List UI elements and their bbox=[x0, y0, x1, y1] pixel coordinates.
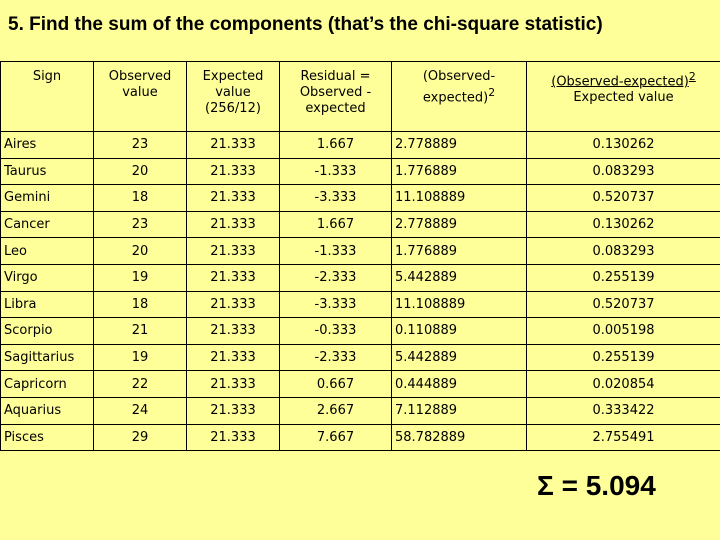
chi-square-table bbox=[0, 61, 720, 451]
cell-sign: Sagittarius bbox=[1, 344, 94, 371]
cell-sign: Gemini bbox=[1, 185, 94, 212]
cell-expected: 21.333 bbox=[187, 132, 280, 159]
cell-squared: 1.776889 bbox=[392, 238, 527, 265]
cell-expected: 21.333 bbox=[187, 238, 280, 265]
cell-squared: 58.782889 bbox=[392, 424, 527, 451]
cell-expected: 21.333 bbox=[187, 397, 280, 424]
cell-sign: Capricorn bbox=[1, 371, 94, 398]
cell-component: 0.020854 bbox=[527, 371, 720, 398]
cell-squared: 0.110889 bbox=[392, 318, 527, 345]
cell-expected: 21.333 bbox=[187, 318, 280, 345]
header-squared: (Observed-expected)$^2$ bbox=[392, 62, 527, 132]
cell-residual: 7.667 bbox=[280, 424, 392, 451]
table-row bbox=[1, 185, 720, 212]
cell-squared: 11.108889 bbox=[392, 291, 527, 318]
table-row bbox=[1, 291, 720, 318]
cell-sign: Cancer bbox=[1, 211, 94, 238]
cell-observed: 21 bbox=[94, 318, 187, 345]
cell-component: 0.520737 bbox=[527, 291, 720, 318]
cell-expected: 21.333 bbox=[187, 264, 280, 291]
cell-component: 0.083293 bbox=[527, 158, 720, 185]
cell-squared: 7.112889 bbox=[392, 397, 527, 424]
cell-squared: 0.444889 bbox=[392, 371, 527, 398]
cell-observed: 20 bbox=[94, 158, 187, 185]
cell-residual: 0.667 bbox=[280, 371, 392, 398]
cell-observed: 22 bbox=[94, 371, 187, 398]
cell-expected: 21.333 bbox=[187, 371, 280, 398]
cell-component: 0.520737 bbox=[527, 185, 720, 212]
cell-expected: 21.333 bbox=[187, 185, 280, 212]
cell-squared: 1.776889 bbox=[392, 158, 527, 185]
cell-residual: -3.333 bbox=[280, 185, 392, 212]
cell-component: 0.005198 bbox=[527, 318, 720, 345]
chi-square-sum: Σ = 5.094 bbox=[537, 470, 656, 501]
cell-expected: 21.333 bbox=[187, 424, 280, 451]
table-header-row bbox=[1, 62, 720, 132]
table-row bbox=[1, 318, 720, 345]
cell-component: 0.333422 bbox=[527, 397, 720, 424]
cell-residual: 1.667 bbox=[280, 132, 392, 159]
cell-residual: 1.667 bbox=[280, 211, 392, 238]
cell-component: 2.755491 bbox=[527, 424, 720, 451]
table-row bbox=[1, 264, 720, 291]
cell-residual: -0.333 bbox=[280, 318, 392, 345]
cell-sign: Aquarius bbox=[1, 397, 94, 424]
table-row bbox=[1, 371, 720, 398]
header-component: (Observed-expected)$^2$ Expected value bbox=[527, 62, 720, 132]
cell-squared: 5.442889 bbox=[392, 264, 527, 291]
cell-sign: Aires bbox=[1, 132, 94, 159]
cell-observed: 19 bbox=[94, 344, 187, 371]
cell-component: 0.255139 bbox=[527, 264, 720, 291]
cell-observed: 19 bbox=[94, 264, 187, 291]
cell-observed: 23 bbox=[94, 132, 187, 159]
table-row bbox=[1, 344, 720, 371]
cell-expected: 21.333 bbox=[187, 158, 280, 185]
header-sign: Sign bbox=[1, 62, 94, 132]
cell-component: 0.130262 bbox=[527, 211, 720, 238]
cell-sign: Taurus bbox=[1, 158, 94, 185]
cell-sign: Virgo bbox=[1, 264, 94, 291]
cell-observed: 23 bbox=[94, 211, 187, 238]
header-residual: Residual = Observed - expected bbox=[280, 62, 392, 132]
cell-observed: 20 bbox=[94, 238, 187, 265]
cell-sign: Libra bbox=[1, 291, 94, 318]
table-row bbox=[1, 397, 720, 424]
table-row bbox=[1, 238, 720, 265]
table-row bbox=[1, 211, 720, 238]
cell-observed: 24 bbox=[94, 397, 187, 424]
cell-component: 0.083293 bbox=[527, 238, 720, 265]
cell-observed: 18 bbox=[94, 185, 187, 212]
cell-squared: 2.778889 bbox=[392, 132, 527, 159]
cell-sign: Leo bbox=[1, 238, 94, 265]
cell-squared: 2.778889 bbox=[392, 211, 527, 238]
cell-expected: 21.333 bbox=[187, 291, 280, 318]
cell-residual: -2.333 bbox=[280, 344, 392, 371]
cell-residual: -1.333 bbox=[280, 158, 392, 185]
cell-residual: -1.333 bbox=[280, 238, 392, 265]
slide-title: 5. Find the sum of the components (that’s the chi-square statistic) bbox=[8, 14, 603, 35]
cell-expected: 21.333 bbox=[187, 211, 280, 238]
header-observed: Observed value bbox=[94, 62, 187, 132]
cell-sign: Scorpio bbox=[1, 318, 94, 345]
cell-observed: 18 bbox=[94, 291, 187, 318]
cell-observed: 29 bbox=[94, 424, 187, 451]
cell-residual: -2.333 bbox=[280, 264, 392, 291]
cell-squared: 11.108889 bbox=[392, 185, 527, 212]
cell-expected: 21.333 bbox=[187, 344, 280, 371]
cell-sign: Pisces bbox=[1, 424, 94, 451]
cell-residual: -3.333 bbox=[280, 291, 392, 318]
cell-squared: 5.442889 bbox=[392, 344, 527, 371]
cell-residual: 2.667 bbox=[280, 397, 392, 424]
table-row bbox=[1, 158, 720, 185]
cell-component: 0.130262 bbox=[527, 132, 720, 159]
cell-component: 0.255139 bbox=[527, 344, 720, 371]
table-row bbox=[1, 132, 720, 159]
table-row bbox=[1, 424, 720, 451]
header-expected: Expected value (256/12) bbox=[187, 62, 280, 132]
